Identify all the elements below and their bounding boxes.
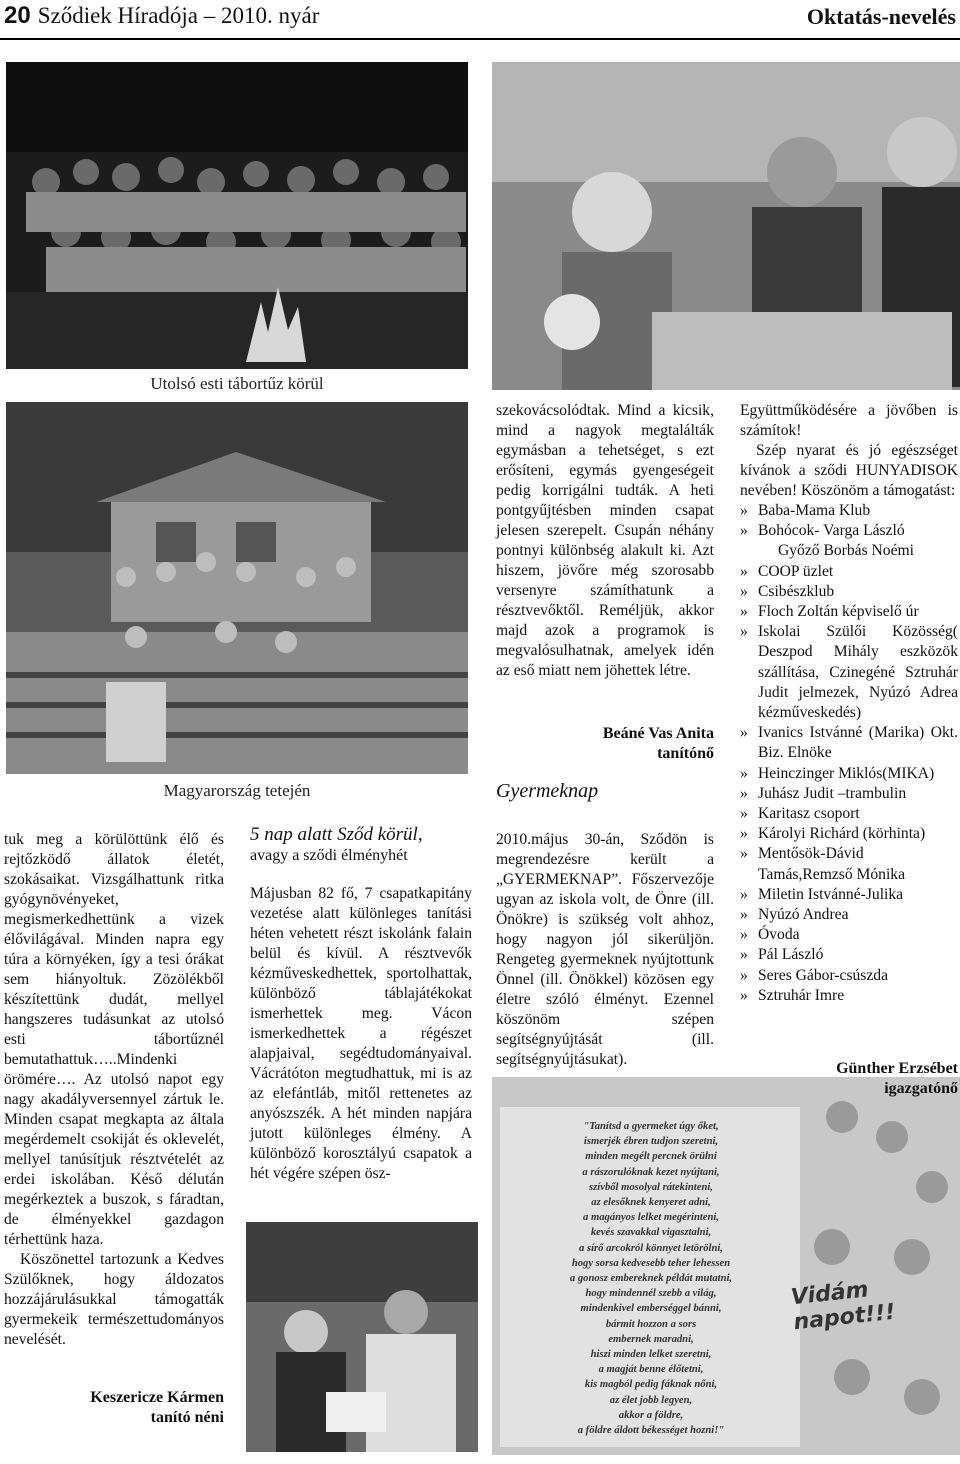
article-paragraph: tuk meg a körülöttünk élő és rejtőzködő állatok életét, szokásaikat. Vizsgálhattunk ritka gyógynövényeket, megismerkedhettünk a vizek élővilágával. Minden napra egy túra a környéken, így a tesi órákat sem hiányoltuk. Zözölékből készítettünk dudát, mellyel hangszeres tudásunkat az utolsó esti tábortűznél bemutathattuk…..Mindenki örömére…. Az utolsó napot egy nagy akadályversennyel zártuk le. Minden csapat megkapta az általa megérdemelt csokiját és oklevelét, mellyel tanúsítjuk résztvételét az erdei iskolában. Késő délután megérkeztek a buszok, s fáradtan, de élményekkel gazdagon térhettünk haza. xyxy=(4,831,224,1248)
header-rule xyxy=(0,38,960,40)
campfire-photo xyxy=(6,62,468,369)
sponsor-item xyxy=(740,501,958,521)
poster-line: "Tanítsd a gyermeket úgy őket, xyxy=(583,1121,719,1132)
sponsor-text: Juhász Judit –trambulin xyxy=(758,784,907,802)
sponsor-text: Csibészklub xyxy=(758,582,835,600)
sponsor-text: Seres Gábor-csúszda xyxy=(758,966,889,984)
poster-line: kis magból pedig fáknak nőni, xyxy=(584,1379,718,1391)
poster-line: a földre áldott békességet hozni!" xyxy=(577,1425,725,1437)
article-column-1 xyxy=(4,830,224,1350)
bullet-icon: » xyxy=(740,784,748,802)
sponsor-item xyxy=(740,966,958,986)
article-column-3b xyxy=(496,830,714,1070)
sponsor-item xyxy=(740,784,958,804)
sponsor-text: Baba-Mama Klub xyxy=(758,502,871,519)
poster-line: a gonosz embereknek példát mutatni, xyxy=(569,1273,733,1285)
article-paragraph: Szép nyarat és jó egészséget kívánok a sződi HUNYADISOK nevében! Köszönöm a támogatást: xyxy=(740,442,958,499)
sponsor-item xyxy=(740,804,958,824)
sponsor-item xyxy=(740,541,958,561)
sponsor-text: Floch Zoltán képviselő úr xyxy=(758,603,919,621)
poster-line: kevés szavakkal vigasztalni, xyxy=(590,1227,712,1239)
sponsor-text: Bohócok- Varga László xyxy=(758,522,905,540)
poster-line: bármit hozzon a sors xyxy=(605,1318,697,1330)
sponsor-item xyxy=(740,824,958,844)
sponsor-text: Iskolai Szülői Közösség( Deszpod Mihály eszközök szállítása, Czinegéné Sztruhár Judit jelmezek, Nyúzó Adrea kézműveskedés) xyxy=(758,623,958,722)
signature-name: Günther Erzsébet xyxy=(836,1060,958,1077)
article-title: 5 nap alatt Sződ körül, xyxy=(250,824,423,845)
sponsor-text: Miletin Istvánné-Julika xyxy=(758,885,904,903)
poster-line: hogy mindennél szebb a világ, xyxy=(585,1288,717,1300)
poster-line: az elesőknek kenyeret adni, xyxy=(591,1197,711,1209)
poster-line: minden megélt percnek örülni xyxy=(585,1151,717,1163)
bullet-icon: » xyxy=(740,906,748,924)
bullet-icon: » xyxy=(740,502,748,519)
childrens-day-poster xyxy=(492,1077,960,1455)
sponsor-item xyxy=(740,521,958,541)
article-column-2 xyxy=(250,824,472,1184)
sponsor-text: Karitasz csoport xyxy=(758,805,860,823)
signature-name: Keszericze Kármen xyxy=(90,1389,224,1406)
signature-gunther xyxy=(740,1059,958,1099)
sponsor-item xyxy=(740,582,958,602)
sponsor-text: Mentősök-Dávid Tamás,Remzső Mónika xyxy=(758,845,906,883)
bullet-icon: » xyxy=(740,946,748,964)
section-title: Oktatás-nevelés xyxy=(806,4,956,29)
poster-verse xyxy=(516,1119,786,1438)
sponsor-list xyxy=(740,501,958,1006)
article-subtitle: avagy a sződi élményhét xyxy=(250,847,408,864)
poster-line: hogy sorsa kedvesebb teher lehessen xyxy=(571,1257,731,1269)
sponsor-text: Győző Borbás Noémi xyxy=(778,542,914,560)
signature-title: igazgatónő xyxy=(884,1080,958,1097)
article-paragraph: 2010.május 30-án, Sződön is megrendezésre került a „GYERMEKNAP”. Főszervezője ugyan az iskola volt, de Önre (ill. Önökre) is szükség volt ahhoz, hogy nagyon jól sikerüljön. Rengeteg gyermeknek nyújtottunk Önnel (ill. Önökkel) közösen egy életre szóló élményt. Ezennel köszönöm szépen segítségnyújtását (ill. segítségnyújtásukat). xyxy=(496,831,714,1068)
sponsor-item xyxy=(740,905,958,925)
sponsor-item xyxy=(740,562,958,582)
bullet-icon: » xyxy=(740,764,748,782)
sponsor-text: Ivanics Istvánné (Marika) Okt. Biz. Elnöke xyxy=(758,724,958,762)
crafts-table-photo xyxy=(492,62,960,390)
sponsor-text: Nyúzó Andrea xyxy=(758,906,849,924)
bullet-icon: » xyxy=(740,562,748,580)
poster-line: mindenkivel emberséggel bánni, xyxy=(580,1303,722,1315)
sponsor-item xyxy=(740,945,958,965)
bullet-icon: » xyxy=(740,986,748,1004)
sponsor-text: Heinczinger Miklós(MIKA) xyxy=(758,764,935,782)
sponsor-text: Pál László xyxy=(758,946,824,964)
sponsor-item xyxy=(740,622,958,723)
signature-keszericze xyxy=(4,1388,224,1428)
poster-line: szívből mosolyal rátekinteni, xyxy=(589,1181,713,1193)
signature-title: tanító néni xyxy=(150,1409,224,1426)
sponsor-item xyxy=(740,986,958,1006)
bullet-icon: » xyxy=(740,522,748,540)
campfire-caption: Utolsó esti tábortűz körül xyxy=(150,374,324,393)
publication-title: Sződiek Híradója – 2010. nyár xyxy=(37,3,320,28)
cabin-caption: Magyarország tetején xyxy=(163,781,311,800)
poster-line: ismerjék ébren tudjon szeretni, xyxy=(583,1136,719,1148)
sponsor-item xyxy=(740,844,958,884)
poster-banner: Vidám napot!!! xyxy=(789,1277,897,1336)
poster-line: a magányos lelket megérinteni, xyxy=(583,1212,719,1224)
poster-line: a rászorulóknak kezet nyújtani, xyxy=(582,1166,720,1178)
sponsor-text: Sztruhár Imre xyxy=(758,986,845,1004)
sponsor-item xyxy=(740,723,958,763)
poster-line: akkor a földre, xyxy=(618,1409,684,1421)
bullet-icon: » xyxy=(740,805,748,823)
bullet-icon: » xyxy=(740,926,748,944)
cabin-group-photo xyxy=(6,402,468,774)
bullet-icon: » xyxy=(740,603,748,621)
article-column-3 xyxy=(496,401,714,681)
article-paragraph: Köszönettel tartozunk a Kedves Szülőknek, hogy áldozatos hozzájárulásukkal támogatták gyermekeik természettudományos nevelését. xyxy=(4,1251,224,1348)
forest-children-photo xyxy=(246,1222,478,1452)
sponsor-item xyxy=(740,602,958,622)
article-paragraph: Májusban 82 fő, 7 csapatkapitány vezetése alatt különleges tanítási héten vehetett részt iskolánk falain belül és kívül. A résztvevők kézműveskedhettek, sportolhattak, különböző táblajátékokat ismerhettek meg. Vácon ismerkedhettek a régészet alapjaival, segédtudományaival. Vácrátóton megtudhattuk, mi is az az elefántláb, mitől rettenetes az anyószszék. A hét minden napjára jutott különleges élmény. A különböző korosztályú csapatok a hét végére szépen ösz- xyxy=(250,885,472,1182)
poster-line: az élet jobb legyen, xyxy=(609,1394,693,1406)
sponsor-item xyxy=(740,925,958,945)
poster-line: hiszi minden lelket szeretni, xyxy=(590,1349,712,1361)
poster-line: a magját benne élőtetni, xyxy=(598,1364,704,1376)
sponsor-text: COOP üzlet xyxy=(758,562,834,580)
article-paragraph: szekovácsolódtak. Mind a kicsik, mind a nagyok megtalálták egymásban a tehetséget, s ezt erősíteni, egymás gyengeségeit pedig korrigálni tudták. A heti pontgyűjtésben minden csapat jelesen szerepelt. Csupán néhány pontnyi különbség alakult ki. Azt hiszem, jövőre még szorosabb versenyre számíthatunk a résztvevőktől. Reméljük, akkor majd azok a programok is megvalósulhatnak, amelyek idén az eső miatt nem jöhettek létre. xyxy=(496,402,714,679)
bullet-icon: » xyxy=(740,623,748,641)
bullet-icon: » xyxy=(740,582,748,600)
poster-line: a sírő arcokról könnyet letörölni, xyxy=(579,1242,723,1254)
bullet-icon: » xyxy=(740,966,748,984)
sponsor-text: Óvoda xyxy=(758,926,800,944)
bullet-icon: » xyxy=(740,885,748,903)
page-number: 20 xyxy=(4,2,31,29)
bullet-icon: » xyxy=(740,825,748,843)
bullet-icon: » xyxy=(740,845,748,863)
sponsor-text: Károlyi Richárd (körhinta) xyxy=(758,825,926,843)
page-header-left xyxy=(4,2,319,30)
signature-title: tanítónő xyxy=(657,745,714,762)
gyermeknap-heading: Gyermeknap xyxy=(496,780,599,802)
signature-name: Beáné Vas Anita xyxy=(602,725,714,742)
sponsor-item xyxy=(740,764,958,784)
signature-beane xyxy=(496,724,714,764)
sponsor-item xyxy=(740,885,958,905)
bullet-icon: » xyxy=(740,724,748,742)
article-paragraph: Együttműködésére a jövőben is számítok! xyxy=(740,402,958,439)
article-column-4 xyxy=(740,401,958,1006)
poster-line: embernek maradni, xyxy=(608,1333,694,1345)
